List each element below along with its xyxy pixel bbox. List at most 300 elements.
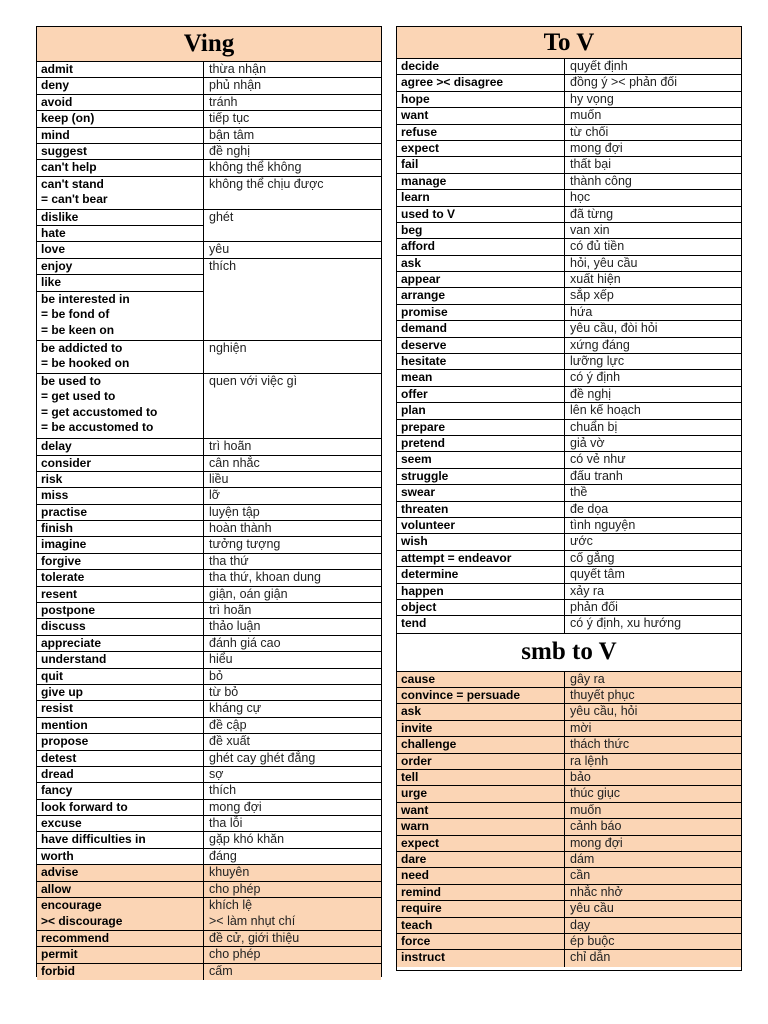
term-text: = be hooked on <box>41 356 130 371</box>
term-cell <box>37 177 204 209</box>
table-row <box>37 849 381 865</box>
table-row <box>37 210 381 243</box>
table-row <box>37 341 381 374</box>
term-cell <box>397 305 565 320</box>
meaning-cell <box>204 177 381 209</box>
term-cell <box>37 882 204 897</box>
meaning-text: tha thứ, khoan dung <box>209 570 321 585</box>
meaning-cell <box>565 950 741 966</box>
meaning-text: mong đợi <box>209 799 262 814</box>
meaning-text: đồng ý >< phản đối <box>570 75 678 90</box>
meaning-cell <box>204 537 381 552</box>
term-text: propose <box>41 734 89 749</box>
term-text: allow <box>41 881 72 896</box>
meaning-text: quen với việc gì <box>209 373 298 388</box>
term-cell <box>397 190 565 205</box>
meaning-cell <box>565 174 741 189</box>
table-row <box>397 616 741 632</box>
table-row <box>397 387 741 403</box>
meaning-text: ước <box>570 534 593 549</box>
meaning-text: van xin <box>570 222 610 237</box>
meaning-cell <box>204 472 381 487</box>
meaning-text: khích lệ <box>209 898 253 913</box>
term-text: forbid <box>41 963 75 978</box>
meaning-cell <box>204 767 381 782</box>
meaning-text: trì hoãn <box>209 603 252 618</box>
meaning-cell <box>204 62 381 77</box>
meaning-text: hiểu <box>209 652 233 667</box>
meaning-text: xứng đáng <box>570 337 630 352</box>
term-text: postpone <box>41 603 95 618</box>
term-text: tell <box>401 770 419 785</box>
meaning-text: >< làm nhụt chí <box>209 913 296 928</box>
meaning-text: yêu cầu <box>570 901 614 916</box>
meaning-text: đã từng <box>570 206 614 221</box>
meaning-text: đáng <box>209 848 237 863</box>
meaning-cell <box>204 669 381 684</box>
table-row <box>37 734 381 750</box>
term-text: discuss <box>41 619 86 634</box>
term-cell <box>37 734 204 749</box>
term-cell <box>37 751 204 766</box>
term-text: worth <box>41 848 74 863</box>
meaning-text: thúc giục <box>570 786 621 801</box>
table-row <box>37 669 381 685</box>
table-row <box>37 259 381 341</box>
term-text: decide <box>401 59 440 73</box>
term-cell <box>397 836 565 851</box>
meaning-text: yêu cầu, đòi hỏi <box>570 321 658 336</box>
table-row <box>397 803 741 819</box>
term-text: beg <box>401 222 423 237</box>
term-cell <box>397 174 565 189</box>
term-text: delay <box>41 439 72 454</box>
term-cell <box>397 918 565 933</box>
meaning-cell <box>565 485 741 500</box>
term-cell <box>397 108 565 123</box>
meaning-cell <box>565 518 741 533</box>
meaning-cell <box>204 374 381 439</box>
term-text: expect <box>401 835 440 850</box>
meaning-cell <box>565 721 741 736</box>
meaning-cell <box>204 505 381 520</box>
term-text: = be keen on <box>41 322 115 337</box>
meaning-cell <box>204 210 381 242</box>
meaning-cell <box>565 190 741 205</box>
meaning-text: yêu cầu, hỏi <box>570 704 638 719</box>
meaning-cell <box>565 108 741 123</box>
table-row <box>397 852 741 868</box>
meaning-cell <box>565 836 741 851</box>
term-cell <box>37 537 204 552</box>
meaning-cell <box>204 898 381 930</box>
term-cell <box>37 456 204 471</box>
table-row <box>397 354 741 370</box>
term-text: want <box>401 802 429 817</box>
table-row <box>37 652 381 668</box>
meaning-cell <box>204 964 381 980</box>
meaning-cell <box>565 403 741 418</box>
meaning-cell <box>204 816 381 831</box>
term-text: threaten <box>401 501 449 516</box>
table-row <box>397 420 741 436</box>
meaning-cell <box>204 685 381 700</box>
table-row <box>397 737 741 753</box>
meaning-cell <box>565 852 741 867</box>
table-row <box>397 436 741 452</box>
term-text: suggest <box>41 143 88 158</box>
table-row <box>397 223 741 239</box>
term-text: hesitate <box>401 354 447 369</box>
meaning-cell <box>204 652 381 667</box>
meaning-cell <box>204 800 381 815</box>
meaning-text: muốn <box>570 802 602 817</box>
meaning-cell <box>565 157 741 172</box>
meaning-text: thành công <box>570 173 632 188</box>
meaning-text: thất bại <box>570 157 612 172</box>
term-text: hate <box>41 226 66 241</box>
table-row <box>37 128 381 144</box>
term-cell <box>37 111 204 126</box>
term-cell <box>397 901 565 916</box>
meaning-cell <box>565 803 741 818</box>
meaning-text: giận, oán giận <box>209 586 288 601</box>
table-row <box>397 239 741 255</box>
term-text: dread <box>41 766 74 781</box>
term-cell <box>37 652 204 667</box>
term-text: manage <box>401 173 447 188</box>
meaning-text: mời <box>570 720 592 735</box>
meaning-text: yêu <box>209 242 230 257</box>
term-text: miss <box>41 488 69 503</box>
term-text: warn <box>401 819 430 834</box>
term-cell <box>37 242 204 257</box>
term-text: mind <box>41 127 70 142</box>
table-row <box>37 898 381 931</box>
term-cell <box>397 567 565 582</box>
term-text: attempt = endeavor <box>401 550 512 565</box>
tov-table <box>396 26 742 971</box>
meaning-cell <box>565 239 741 254</box>
term-text: quit <box>41 668 63 683</box>
meaning-text: xuất hiện <box>570 272 621 287</box>
table-row <box>397 75 741 91</box>
meaning-cell <box>204 931 381 946</box>
meaning-text: hứa <box>570 304 593 319</box>
term-cell <box>37 619 204 634</box>
table-row <box>37 472 381 488</box>
term-cell <box>37 947 204 962</box>
meaning-cell <box>204 865 381 880</box>
term-cell <box>397 721 565 736</box>
table-row <box>37 78 381 94</box>
meaning-cell <box>204 783 381 798</box>
table-row <box>37 160 381 176</box>
term-text: = can't bear <box>41 192 108 207</box>
term-text: = get accustomed to <box>41 404 158 419</box>
meaning-cell <box>204 751 381 766</box>
term-text: cause <box>401 671 436 686</box>
term-cell <box>37 505 204 520</box>
term-text: be used to <box>41 373 102 388</box>
table-row <box>37 751 381 767</box>
term-text: expect <box>401 140 440 155</box>
table-row <box>37 62 381 78</box>
term-text: >< discourage <box>41 913 123 928</box>
term-cell <box>397 704 565 719</box>
meaning-text: đấu tranh <box>570 468 623 483</box>
term-cell <box>397 223 565 238</box>
term-text: ask <box>401 255 422 270</box>
term-text: like <box>41 275 62 290</box>
term-cell <box>397 141 565 156</box>
meaning-cell <box>565 672 741 687</box>
meaning-cell <box>565 288 741 303</box>
term-cell <box>397 770 565 785</box>
meaning-cell <box>565 223 741 238</box>
table-row <box>397 174 741 190</box>
term-text: seem <box>401 452 432 467</box>
term-text: deserve <box>401 337 447 352</box>
meaning-cell <box>565 75 741 90</box>
meaning-text: từ bỏ <box>209 684 239 699</box>
meaning-text: có ý định, xu hướng <box>570 616 682 631</box>
meaning-text: thích <box>209 783 237 798</box>
meaning-cell <box>204 144 381 159</box>
term-cell <box>397 852 565 867</box>
term-text: afford <box>401 239 435 254</box>
table-row <box>397 754 741 770</box>
meaning-text: thích <box>209 258 237 273</box>
term-cell <box>397 786 565 801</box>
meaning-cell <box>204 111 381 126</box>
meaning-text: khuyên <box>209 865 250 880</box>
tov-body <box>397 59 741 633</box>
term-text: fail <box>401 157 419 172</box>
table-row <box>397 469 741 485</box>
meaning-cell <box>565 770 741 785</box>
meaning-text: đề cử, giới thiệu <box>209 930 300 945</box>
meaning-text: bảo <box>570 770 591 785</box>
term-cell <box>397 469 565 484</box>
meaning-cell <box>565 305 741 320</box>
term-text: tolerate <box>41 570 85 585</box>
meaning-text: sắp xếp <box>570 288 614 303</box>
term-cell <box>37 521 204 536</box>
meaning-cell <box>204 570 381 585</box>
term-cell <box>397 584 565 599</box>
meaning-text: mong đợi <box>570 835 623 850</box>
table-row <box>397 305 741 321</box>
meaning-text: luyện tập <box>209 504 260 519</box>
term-cell <box>397 59 565 74</box>
term-text: offer <box>401 386 428 401</box>
table-row <box>397 600 741 616</box>
meaning-text: cho phép <box>209 947 261 962</box>
meaning-text: cho phép <box>209 881 261 896</box>
meaning-text: chỉ dẫn <box>570 950 611 965</box>
meaning-text: ghét cay ghét đắng <box>209 750 316 765</box>
term-text: need <box>401 868 430 883</box>
meaning-text: bận tâm <box>209 127 255 142</box>
term-cell <box>397 338 565 353</box>
table-row <box>37 374 381 440</box>
table-row <box>37 505 381 521</box>
term-cell <box>397 534 565 549</box>
meaning-cell <box>565 934 741 949</box>
meaning-text: cần <box>570 868 591 883</box>
term-text: advise <box>41 865 79 880</box>
term-cell <box>397 92 565 107</box>
meaning-text: lưỡng lực <box>570 354 625 369</box>
term-text: refuse <box>401 124 438 139</box>
table-row <box>397 338 741 354</box>
term-text: order <box>401 753 432 768</box>
term-cell <box>37 800 204 815</box>
meaning-text: quyết định <box>570 59 628 73</box>
term-cell <box>37 849 204 864</box>
term-cell <box>397 125 565 140</box>
term-cell <box>397 420 565 435</box>
meaning-cell <box>204 603 381 618</box>
term-cell <box>37 439 204 454</box>
table-row <box>37 964 381 980</box>
term-text: risk <box>41 471 63 486</box>
term-cell <box>37 554 204 569</box>
table-row <box>37 242 381 258</box>
meaning-cell <box>204 832 381 847</box>
term-cell <box>37 587 204 602</box>
meaning-text: chuẩn bị <box>570 419 618 434</box>
table-row <box>37 947 381 963</box>
meaning-cell <box>565 551 741 566</box>
meaning-cell <box>204 882 381 897</box>
table-row <box>37 636 381 652</box>
term-text: be interested in <box>41 291 130 306</box>
term-text: = be accustomed to <box>41 420 154 435</box>
term-cell <box>397 75 565 90</box>
meaning-text: ghét <box>209 209 234 224</box>
table-row <box>397 321 741 337</box>
term-cell <box>397 370 565 385</box>
table-row <box>397 551 741 567</box>
term-text: wish <box>401 534 428 549</box>
meaning-cell <box>565 256 741 271</box>
term-text: dislike <box>41 209 79 224</box>
term-cell <box>37 78 204 93</box>
meaning-text: tránh <box>209 94 238 109</box>
term-text: finish <box>41 521 73 536</box>
term-cell <box>37 472 204 487</box>
table-row <box>37 865 381 881</box>
table-row <box>397 59 741 75</box>
meaning-text: muốn <box>570 108 602 123</box>
term-cell <box>397 452 565 467</box>
meaning-text: cân nhắc <box>209 455 260 470</box>
meaning-cell <box>204 701 381 716</box>
term-cell <box>37 931 204 946</box>
term-cell <box>37 210 204 242</box>
meaning-cell <box>204 242 381 257</box>
term-text: love <box>41 242 66 257</box>
meaning-cell <box>204 160 381 175</box>
term-cell <box>37 144 204 159</box>
meaning-text: cấm <box>209 963 233 978</box>
table-row <box>397 403 741 419</box>
meaning-cell <box>565 436 741 451</box>
meaning-cell <box>565 600 741 615</box>
meaning-cell <box>565 92 741 107</box>
meaning-cell <box>565 452 741 467</box>
term-cell <box>37 783 204 798</box>
term-text: consider <box>41 455 92 470</box>
table-row <box>397 786 741 802</box>
term-text: convince = persuade <box>401 688 521 703</box>
table-row <box>397 452 741 468</box>
meaning-cell <box>204 587 381 602</box>
meaning-text: không thể chịu được <box>209 176 324 191</box>
meaning-text: tưởng tượng <box>209 537 281 552</box>
term-cell <box>397 950 565 966</box>
table-row <box>37 718 381 734</box>
table-row <box>397 950 741 966</box>
table-row <box>397 672 741 688</box>
term-text: avoid <box>41 94 73 109</box>
meaning-cell <box>565 616 741 632</box>
term-text: arrange <box>401 288 446 303</box>
term-text: fancy <box>41 783 73 798</box>
term-cell <box>397 934 565 949</box>
meaning-text: sợ <box>209 766 224 781</box>
term-cell <box>397 403 565 418</box>
meaning-text: tha lỗi <box>209 816 243 831</box>
table-row <box>397 370 741 386</box>
table-row <box>397 141 741 157</box>
meaning-cell <box>565 918 741 933</box>
term-text: keep (on) <box>41 111 95 126</box>
meaning-cell <box>565 502 741 517</box>
table-row <box>37 832 381 848</box>
term-cell <box>397 616 565 632</box>
term-text: mean <box>401 370 433 385</box>
term-cell <box>397 819 565 834</box>
term-text: plan <box>401 403 426 418</box>
term-text: enjoy <box>41 258 73 273</box>
meaning-text: lỡ <box>209 488 220 503</box>
table-row <box>397 868 741 884</box>
term-cell <box>397 688 565 703</box>
meaning-text: từ chối <box>570 124 609 139</box>
ving-title: Ving <box>37 27 381 62</box>
meaning-cell <box>565 207 741 222</box>
meaning-text: phản đối <box>570 599 618 614</box>
table-row <box>397 567 741 583</box>
term-text: practise <box>41 504 88 519</box>
meaning-text: gây ra <box>570 671 605 686</box>
term-text: used to V <box>401 206 456 221</box>
term-text: promise <box>401 304 448 319</box>
meaning-cell <box>565 786 741 801</box>
term-text: have difficulties in <box>41 832 146 847</box>
table-row <box>397 704 741 720</box>
meaning-cell <box>565 754 741 769</box>
table-row <box>397 502 741 518</box>
term-cell <box>37 685 204 700</box>
table-row <box>37 931 381 947</box>
term-text: remind <box>401 884 442 899</box>
table-row <box>397 190 741 206</box>
meaning-cell <box>565 125 741 140</box>
